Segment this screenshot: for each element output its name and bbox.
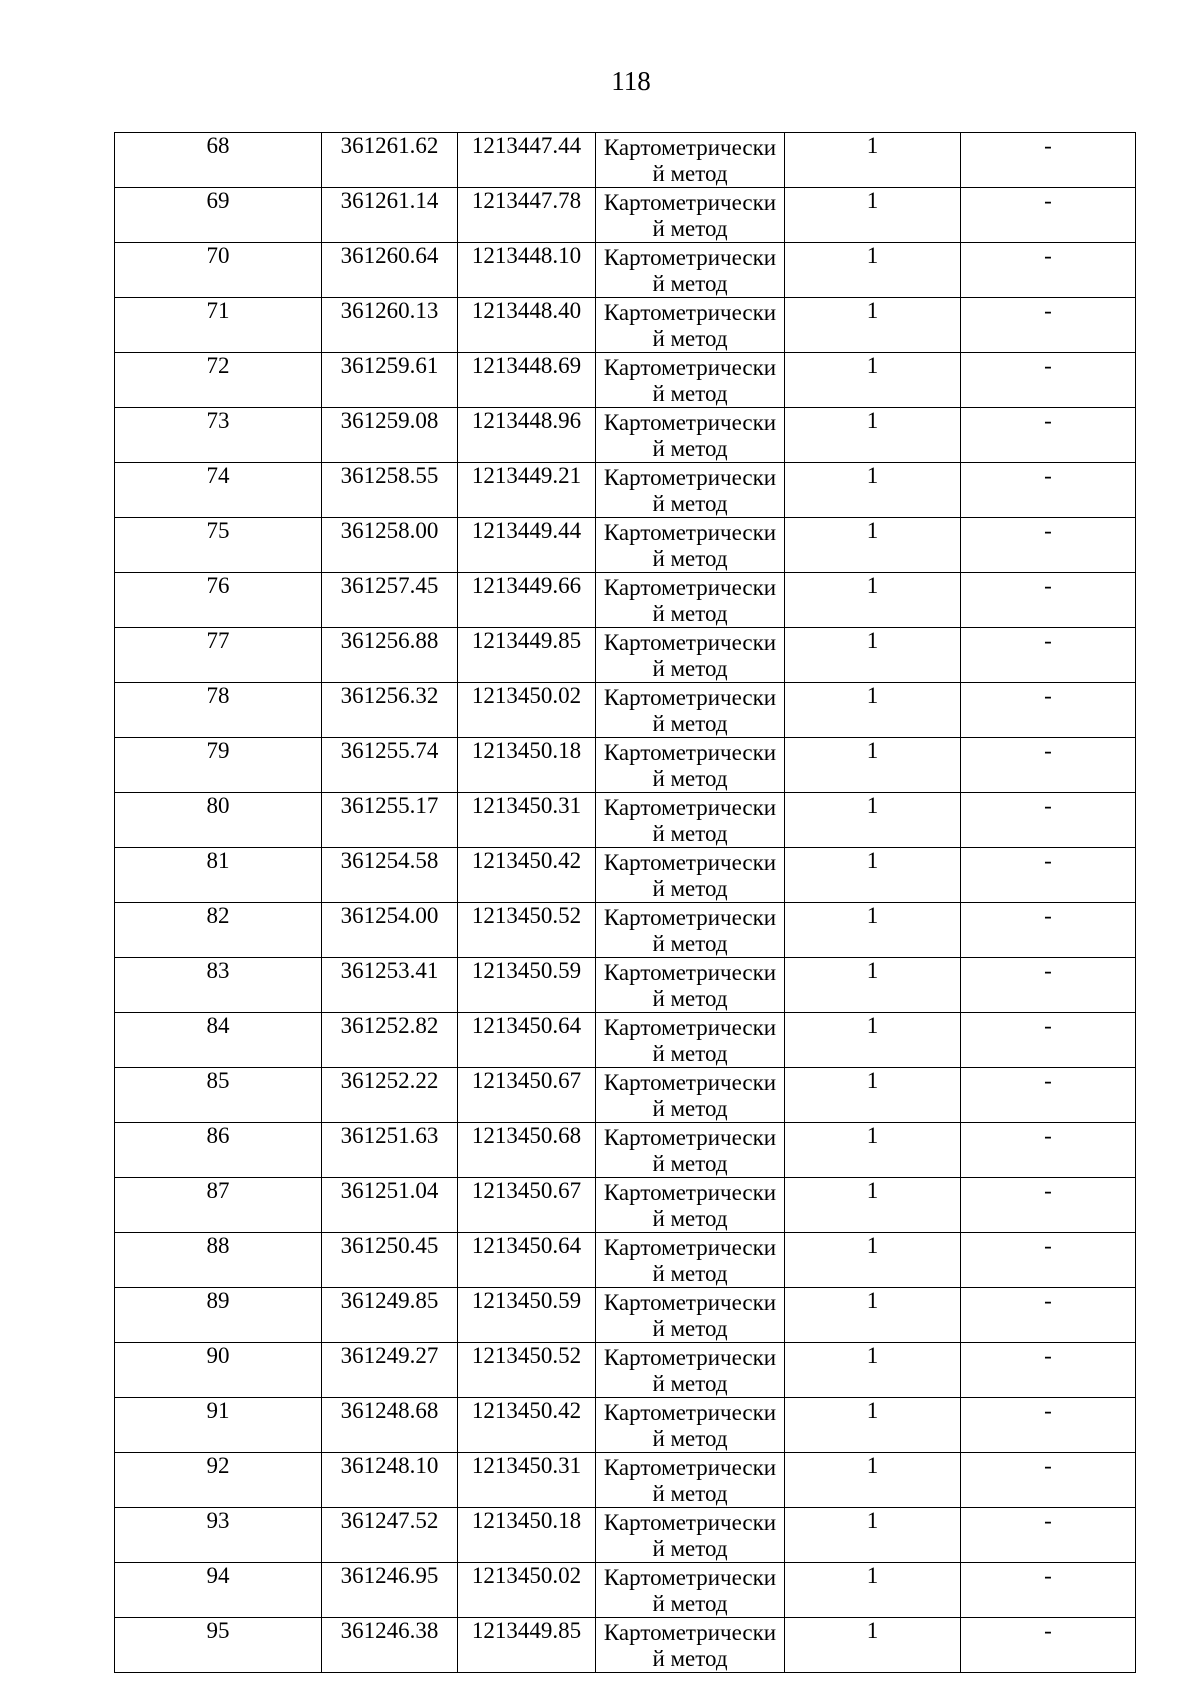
x-coordinate-cell: 361249.27 [322, 1343, 458, 1398]
accuracy-cell: 1 [785, 353, 961, 408]
accuracy-cell: 1 [785, 518, 961, 573]
x-coordinate-cell: 361248.68 [322, 1398, 458, 1453]
x-coordinate-cell: 361256.88 [322, 628, 458, 683]
method-cell [596, 958, 785, 1013]
description-cell: - [961, 1508, 1136, 1563]
method-cell [596, 1343, 785, 1398]
method-text: Картометрически й метод [603, 465, 777, 516]
method-text: Картометрически й метод [603, 1070, 777, 1121]
table-row [115, 408, 1136, 463]
table-row [115, 793, 1136, 848]
accuracy-cell: 1 [785, 133, 961, 188]
table-row [115, 1343, 1136, 1398]
description-cell: - [961, 1453, 1136, 1508]
table-row [115, 1453, 1136, 1508]
table-row [115, 518, 1136, 573]
point-number-cell: 73 [115, 408, 322, 463]
y-coordinate-cell: 1213450.67 [458, 1068, 596, 1123]
method-cell [596, 133, 785, 188]
point-number-cell: 75 [115, 518, 322, 573]
method-text: Картометрически й метод [603, 1235, 777, 1286]
point-number-cell: 85 [115, 1068, 322, 1123]
method-cell [596, 408, 785, 463]
table-row [115, 1288, 1136, 1343]
point-number-cell: 82 [115, 903, 322, 958]
method-text: Картометрически й метод [603, 1565, 777, 1616]
y-coordinate-cell: 1213447.44 [458, 133, 596, 188]
y-coordinate-cell: 1213450.59 [458, 958, 596, 1013]
method-cell [596, 1068, 785, 1123]
method-cell [596, 463, 785, 518]
table-row [115, 848, 1136, 903]
x-coordinate-cell: 361253.41 [322, 958, 458, 1013]
accuracy-cell: 1 [785, 1398, 961, 1453]
y-coordinate-cell: 1213448.10 [458, 243, 596, 298]
table-row [115, 188, 1136, 243]
description-cell: - [961, 683, 1136, 738]
table-row [115, 628, 1136, 683]
table-row [115, 1508, 1136, 1563]
point-number-cell: 92 [115, 1453, 322, 1508]
description-cell: - [961, 628, 1136, 683]
y-coordinate-cell: 1213450.64 [458, 1233, 596, 1288]
description-cell: - [961, 298, 1136, 353]
point-number-cell: 94 [115, 1563, 322, 1618]
description-cell: - [961, 1068, 1136, 1123]
table-row [115, 958, 1136, 1013]
description-cell: - [961, 848, 1136, 903]
method-text: Картометрически й метод [603, 1400, 777, 1451]
method-cell [596, 903, 785, 958]
table-row [115, 1013, 1136, 1068]
accuracy-cell: 1 [785, 738, 961, 793]
coordinates-table [114, 132, 1136, 1673]
accuracy-cell: 1 [785, 188, 961, 243]
description-cell: - [961, 738, 1136, 793]
description-cell: - [961, 1233, 1136, 1288]
method-cell [596, 1123, 785, 1178]
method-cell [596, 1398, 785, 1453]
point-number-cell: 87 [115, 1178, 322, 1233]
x-coordinate-cell: 361251.63 [322, 1123, 458, 1178]
point-number-cell: 84 [115, 1013, 322, 1068]
method-cell [596, 1288, 785, 1343]
y-coordinate-cell: 1213450.18 [458, 738, 596, 793]
method-text: Картометрически й метод [603, 520, 777, 571]
table-row [115, 1563, 1136, 1618]
point-number-cell: 88 [115, 1233, 322, 1288]
method-cell [596, 1013, 785, 1068]
accuracy-cell: 1 [785, 903, 961, 958]
method-text: Картометрически й метод [603, 355, 777, 406]
method-text: Картометрически й метод [603, 1620, 777, 1671]
x-coordinate-cell: 361252.82 [322, 1013, 458, 1068]
table-row [115, 353, 1136, 408]
accuracy-cell: 1 [785, 573, 961, 628]
x-coordinate-cell: 361248.10 [322, 1453, 458, 1508]
description-cell: - [961, 1398, 1136, 1453]
accuracy-cell: 1 [785, 1013, 961, 1068]
description-cell: - [961, 463, 1136, 518]
description-cell: - [961, 1618, 1136, 1673]
description-cell: - [961, 1288, 1136, 1343]
x-coordinate-cell: 361247.52 [322, 1508, 458, 1563]
method-text: Картометрически й метод [603, 795, 777, 846]
y-coordinate-cell: 1213450.18 [458, 1508, 596, 1563]
method-cell [596, 1453, 785, 1508]
y-coordinate-cell: 1213450.52 [458, 1343, 596, 1398]
y-coordinate-cell: 1213450.31 [458, 1453, 596, 1508]
method-text: Картометрически й метод [603, 300, 777, 351]
point-number-cell: 79 [115, 738, 322, 793]
method-text: Картометрически й метод [603, 1455, 777, 1506]
x-coordinate-cell: 361261.14 [322, 188, 458, 243]
table-row [115, 463, 1136, 518]
method-text: Картометрически й метод [603, 1125, 777, 1176]
description-cell: - [961, 958, 1136, 1013]
accuracy-cell: 1 [785, 1563, 961, 1618]
description-cell: - [961, 1013, 1136, 1068]
description-cell: - [961, 1343, 1136, 1398]
method-cell [596, 1563, 785, 1618]
description-cell: - [961, 1178, 1136, 1233]
y-coordinate-cell: 1213450.02 [458, 683, 596, 738]
method-cell [596, 738, 785, 793]
y-coordinate-cell: 1213448.40 [458, 298, 596, 353]
table-row [115, 738, 1136, 793]
accuracy-cell: 1 [785, 793, 961, 848]
accuracy-cell: 1 [785, 848, 961, 903]
x-coordinate-cell: 361254.00 [322, 903, 458, 958]
method-text: Картометрически й метод [603, 1510, 777, 1561]
table-row [115, 573, 1136, 628]
method-text: Картометрически й метод [603, 575, 777, 626]
method-cell [596, 243, 785, 298]
x-coordinate-cell: 361254.58 [322, 848, 458, 903]
accuracy-cell: 1 [785, 408, 961, 463]
coordinates-table-body [115, 133, 1136, 1673]
accuracy-cell: 1 [785, 1123, 961, 1178]
method-text: Картометрически й метод [603, 960, 777, 1011]
y-coordinate-cell: 1213449.21 [458, 463, 596, 518]
method-cell [596, 1508, 785, 1563]
x-coordinate-cell: 361258.00 [322, 518, 458, 573]
x-coordinate-cell: 361258.55 [322, 463, 458, 518]
accuracy-cell: 1 [785, 1343, 961, 1398]
method-text: Картометрически й метод [603, 1015, 777, 1066]
point-number-cell: 71 [115, 298, 322, 353]
accuracy-cell: 1 [785, 1618, 961, 1673]
x-coordinate-cell: 361260.13 [322, 298, 458, 353]
description-cell: - [961, 133, 1136, 188]
accuracy-cell: 1 [785, 1178, 961, 1233]
table-row [115, 1398, 1136, 1453]
method-cell [596, 683, 785, 738]
description-cell: - [961, 903, 1136, 958]
point-number-cell: 78 [115, 683, 322, 738]
y-coordinate-cell: 1213450.31 [458, 793, 596, 848]
y-coordinate-cell: 1213448.69 [458, 353, 596, 408]
point-number-cell: 72 [115, 353, 322, 408]
accuracy-cell: 1 [785, 298, 961, 353]
x-coordinate-cell: 361255.17 [322, 793, 458, 848]
accuracy-cell: 1 [785, 1508, 961, 1563]
y-coordinate-cell: 1213449.85 [458, 1618, 596, 1673]
point-number-cell: 68 [115, 133, 322, 188]
table-row [115, 903, 1136, 958]
description-cell: - [961, 518, 1136, 573]
page-number: 118 [611, 66, 651, 96]
point-number-cell: 76 [115, 573, 322, 628]
accuracy-cell: 1 [785, 683, 961, 738]
point-number-cell: 90 [115, 1343, 322, 1398]
method-cell [596, 353, 785, 408]
method-cell [596, 518, 785, 573]
method-text: Картометрически й метод [603, 850, 777, 901]
point-number-cell: 93 [115, 1508, 322, 1563]
point-number-cell: 77 [115, 628, 322, 683]
point-number-cell: 83 [115, 958, 322, 1013]
x-coordinate-cell: 361259.08 [322, 408, 458, 463]
description-cell: - [961, 188, 1136, 243]
table-row [115, 243, 1136, 298]
table-row [115, 683, 1136, 738]
method-text: Картометрически й метод [603, 630, 777, 681]
accuracy-cell: 1 [785, 1453, 961, 1508]
method-text: Картометрически й метод [603, 135, 777, 186]
table-row [115, 1618, 1136, 1673]
point-number-cell: 69 [115, 188, 322, 243]
accuracy-cell: 1 [785, 958, 961, 1013]
point-number-cell: 95 [115, 1618, 322, 1673]
description-cell: - [961, 408, 1136, 463]
point-number-cell: 86 [115, 1123, 322, 1178]
method-cell [596, 188, 785, 243]
accuracy-cell: 1 [785, 628, 961, 683]
method-text: Картометрически й метод [603, 685, 777, 736]
method-text: Картометрически й метод [603, 190, 777, 241]
y-coordinate-cell: 1213450.42 [458, 848, 596, 903]
x-coordinate-cell: 361256.32 [322, 683, 458, 738]
method-cell [596, 1233, 785, 1288]
description-cell: - [961, 573, 1136, 628]
table-row [115, 133, 1136, 188]
y-coordinate-cell: 1213449.66 [458, 573, 596, 628]
method-text: Картометрически й метод [603, 1345, 777, 1396]
y-coordinate-cell: 1213450.64 [458, 1013, 596, 1068]
table-row [115, 1178, 1136, 1233]
description-cell: - [961, 793, 1136, 848]
method-cell [596, 628, 785, 683]
accuracy-cell: 1 [785, 463, 961, 518]
y-coordinate-cell: 1213450.52 [458, 903, 596, 958]
point-number-cell: 80 [115, 793, 322, 848]
method-cell [596, 573, 785, 628]
accuracy-cell: 1 [785, 243, 961, 298]
x-coordinate-cell: 361246.95 [322, 1563, 458, 1618]
description-cell: - [961, 353, 1136, 408]
x-coordinate-cell: 361251.04 [322, 1178, 458, 1233]
point-number-cell: 70 [115, 243, 322, 298]
x-coordinate-cell: 361261.62 [322, 133, 458, 188]
y-coordinate-cell: 1213450.02 [458, 1563, 596, 1618]
description-cell: - [961, 1123, 1136, 1178]
y-coordinate-cell: 1213447.78 [458, 188, 596, 243]
y-coordinate-cell: 1213450.68 [458, 1123, 596, 1178]
y-coordinate-cell: 1213450.59 [458, 1288, 596, 1343]
description-cell: - [961, 1563, 1136, 1618]
accuracy-cell: 1 [785, 1068, 961, 1123]
table-row [115, 1123, 1136, 1178]
method-cell [596, 848, 785, 903]
point-number-cell: 91 [115, 1398, 322, 1453]
method-text: Картометрически й метод [603, 905, 777, 956]
description-cell: - [961, 243, 1136, 298]
x-coordinate-cell: 361252.22 [322, 1068, 458, 1123]
x-coordinate-cell: 361246.38 [322, 1618, 458, 1673]
y-coordinate-cell: 1213448.96 [458, 408, 596, 463]
method-text: Картометрически й метод [603, 1290, 777, 1341]
y-coordinate-cell: 1213450.67 [458, 1178, 596, 1233]
method-cell [596, 1178, 785, 1233]
point-number-cell: 81 [115, 848, 322, 903]
x-coordinate-cell: 361260.64 [322, 243, 458, 298]
x-coordinate-cell: 361255.74 [322, 738, 458, 793]
method-text: Картометрически й метод [603, 410, 777, 461]
method-cell [596, 1618, 785, 1673]
method-text: Картометрически й метод [603, 740, 777, 791]
y-coordinate-cell: 1213449.44 [458, 518, 596, 573]
point-number-cell: 89 [115, 1288, 322, 1343]
table-row [115, 1068, 1136, 1123]
method-cell [596, 298, 785, 353]
accuracy-cell: 1 [785, 1288, 961, 1343]
x-coordinate-cell: 361249.85 [322, 1288, 458, 1343]
y-coordinate-cell: 1213450.42 [458, 1398, 596, 1453]
method-text: Картометрически й метод [603, 1180, 777, 1231]
table-row [115, 1233, 1136, 1288]
x-coordinate-cell: 361259.61 [322, 353, 458, 408]
y-coordinate-cell: 1213449.85 [458, 628, 596, 683]
x-coordinate-cell: 361250.45 [322, 1233, 458, 1288]
method-cell [596, 793, 785, 848]
table-row [115, 298, 1136, 353]
point-number-cell: 74 [115, 463, 322, 518]
accuracy-cell: 1 [785, 1233, 961, 1288]
method-text: Картометрически й метод [603, 245, 777, 296]
x-coordinate-cell: 361257.45 [322, 573, 458, 628]
